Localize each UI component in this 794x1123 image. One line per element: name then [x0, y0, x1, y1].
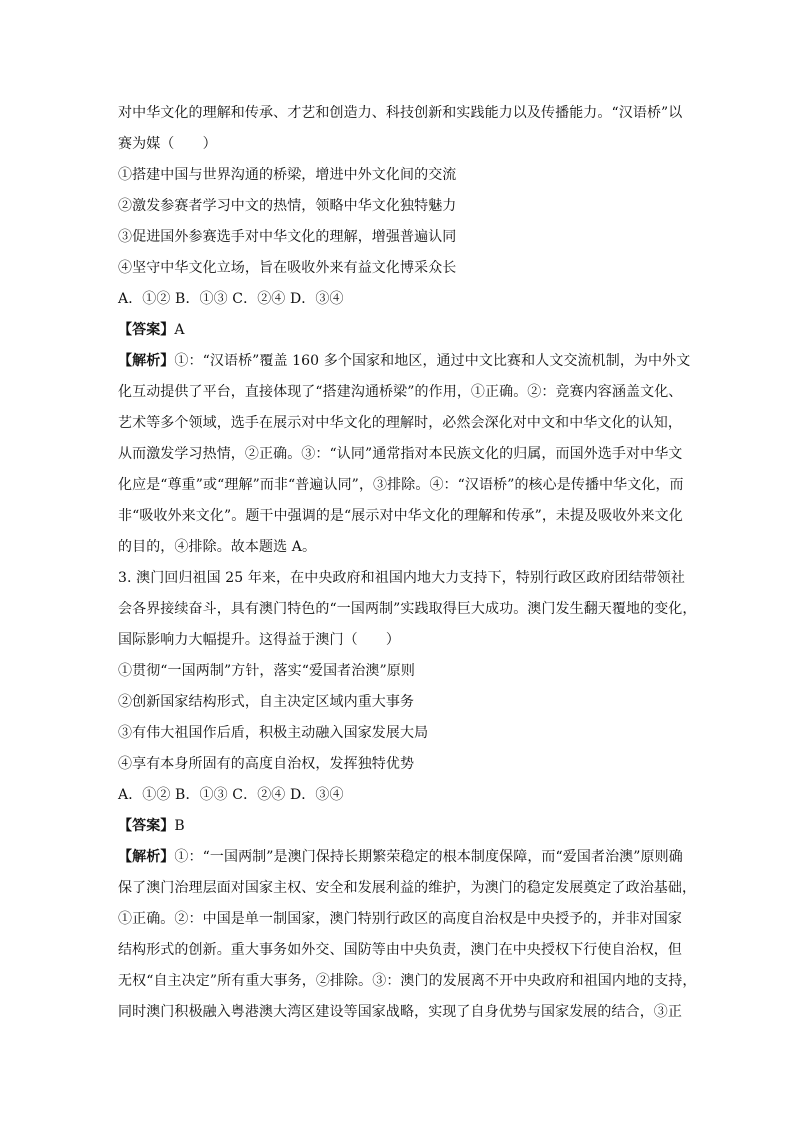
q3-stem-line-2: 会各界接续奋斗，具有澳门特色的“一国两制”实践取得巨大成功。澳门发生翻天覆地的变化，: [118, 601, 697, 617]
q2-analysis-line-6: 非“吸收外来文化”。题干中强调的是“展示对中华文化的理解和传承”，未提及吸收外来文化: [118, 508, 683, 524]
q3-answer: [118, 811, 678, 842]
q2-option-2: ②激发参赛者学习中文的热情，领略中华文化独特魅力: [118, 198, 457, 214]
q3-stem-line-1: 3. 澳门回归祖国 25 年来，在中央政府和祖国内地大力支持下，特别行政区政府团结带领社: [118, 570, 685, 586]
q3-analysis-line-4: 结构形式的创新。重大事务如外交、国防等由中央负责，澳门在中央授权下行使自治权，但: [118, 942, 682, 958]
answer-value: A: [174, 322, 185, 338]
q3-option-2: ②创新国家结构形式，自主决定区域内重大事务: [118, 694, 415, 710]
analysis-tag: 【解析】: [118, 353, 175, 369]
answer-tag: 【答案】: [118, 818, 175, 834]
q2-analysis-line-1: [118, 346, 691, 377]
q3-analysis-line-1: [118, 842, 683, 873]
document-page: [118, 98, 697, 1028]
q3-option-4: ④享有本身所固有的高度自治权，发挥独特优势: [118, 756, 415, 772]
q2-stem-line-2: 赛为媒（ ）: [118, 136, 217, 152]
q2-analysis-line-5: 化应是“尊重”或“理解”而非“普遍认同”，③排除。④：“汉语桥”的核心是传播中华文化，而: [118, 477, 684, 493]
q2-analysis-line-3: 艺术等多个领域，选手在展示对中华文化的理解时，必然会深化对中文和中华文化的认知，: [118, 415, 682, 431]
q2-stem-line-1: 对中华文化的理解和传承、才艺和创造力、科技创新和实践能力以及传播能力。“汉语桥”以: [118, 105, 683, 121]
q2-option-4: ④坚守中华文化立场，旨在吸收外来有益文化博采众长: [118, 260, 457, 276]
q2-answer: [118, 315, 678, 346]
q3-option-3: ③有伟大祖国作后盾，积极主动融入国家发展大局: [118, 725, 429, 741]
answer-tag: 【答案】: [118, 322, 175, 338]
q2-option-1: ①搭建中国与世界沟通的桥梁，增进中外文化间的交流: [118, 167, 457, 183]
q3-option-1: ①贯彻“一国两制”方针，落实“爱国者治澳”原则: [118, 663, 415, 679]
q2-choices: A．①② B．①③ C．②④ D．③④: [118, 291, 344, 307]
analysis-text: ①：“汉语桥”覆盖 160 多个国家和地区，通过中文比赛和人文交流机制，为中外文: [174, 353, 691, 369]
analysis-tag: 【解析】: [118, 849, 175, 865]
q3-analysis-line-2: 保了澳门治理层面对国家主权、安全和发展利益的维护，为澳门的稳定发展奠定了政治基础，: [118, 880, 697, 896]
q2-option-3: ③促进国外参赛选手对中华文化的理解，增强普遍认同: [118, 229, 457, 245]
q3-stem-line-3: 国际影响力大幅提升。这得益于澳门（ ）: [118, 632, 400, 648]
q3-analysis-line-3: ①正确。②：中国是单一制国家，澳门特别行政区的高度自治权是中央授予的，并非对国家: [118, 911, 682, 927]
answer-value: B: [174, 818, 185, 834]
analysis-text: ①：“一国两制”是澳门保持长期繁荣稳定的根本制度保障，而“爱国者治澳”原则确: [174, 849, 683, 865]
q2-analysis-line-2: 化互动提供了平台，直接体现了“搭建沟通桥梁”的作用，①正确。②：竞赛内容涵盖文化、: [118, 384, 683, 400]
q3-choices: A．①② B．①③ C．②④ D．③④: [118, 787, 344, 803]
q2-analysis-line-7: 的目的，④排除。故本题选 A。: [118, 539, 317, 555]
q3-analysis-line-5: 无权“自主决定”所有重大事务，②排除。③：澳门的发展离不开中央政府和祖国内地的支持，: [118, 973, 697, 989]
q3-analysis-line-6: 同时澳门积极融入粤港澳大湾区建设等国家战略，实现了自身优势与国家发展的结合，③正: [118, 1004, 682, 1020]
q2-analysis-line-4: 从而激发学习热情，②正确。③：“认同”通常指对本民族文化的归属，而国外选手对中华文: [118, 446, 683, 462]
